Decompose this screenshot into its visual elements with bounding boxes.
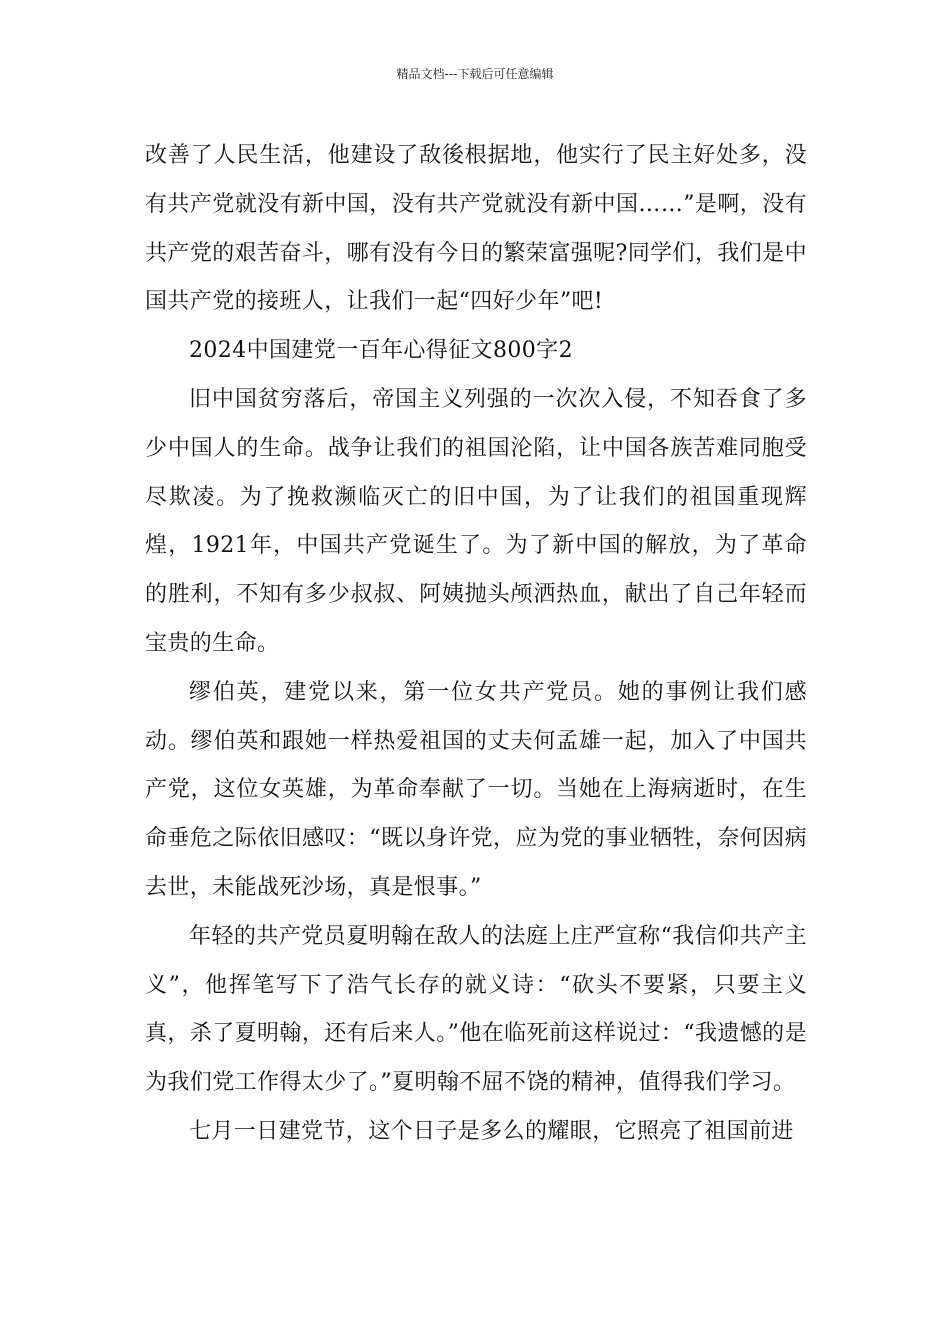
paragraph-continuation: 改善了人民生活，他建设了敌後根据地，他实行了民主好处多，没有共产党就没有新中国，没有共产党就没有新中国……”是啊，没有共产党的艰苦奋斗，哪有没有今日的繁荣富强呢?同学们，我们是中国共产党的接班人，让我们一起“四好少年”吧! — [145, 143, 807, 315]
document-body — [145, 132, 807, 1157]
paragraph: 年轻的共产党员夏明翰在敌人的法庭上庄严宣称“我信仰共产主义”，他挥笔写下了浩气长存的就义诗：“砍头不要紧，只要主义真，杀了夏明翰，还有后来人。”他在临死前这样说过：“我遗憾的是为我们党工作得太少了。”夏明翰不屈不饶的精神，值得我们学习。 — [145, 923, 807, 1096]
paragraph: 旧中国贫穷落后，帝国主义列强的一次次入侵，不知吞食了多少中国人的生命。战争让我们的祖国沦陷，让中国各族苦难同胞受尽欺凌。为了挽救濒临灭亡的旧中国，为了让我们的祖国重现辉煌，1921年，中国共产党诞生了。为了新中国的解放，为了革命的胜利，不知有多少叔叔、阿姨抛头颅洒热血，献出了自己年轻而宝贵的生命。 — [145, 386, 807, 656]
section-title: 2024中国建党一百年心得征文800字2 — [189, 338, 573, 364]
paragraph: 七月一日建党节，这个日子是多么的耀眼，它照亮了祖国前进 — [189, 1118, 794, 1144]
page-header: 精品文档---下载后可任意编辑 — [396, 67, 554, 81]
paragraph: 缪伯英，建党以来，第一位女共产党员。她的事例让我们感动。缪伯英和跟她一样热爱祖国的丈夫何孟雄一起，加入了中国共产党，这位女英雄，为革命奉献了一切。当她在上海病逝时，在生命垂危之际依旧感叹：“既以身许党，应为党的事业牺牲，奈何因病去世，未能战死沙场，真是恨事。” — [145, 679, 807, 900]
